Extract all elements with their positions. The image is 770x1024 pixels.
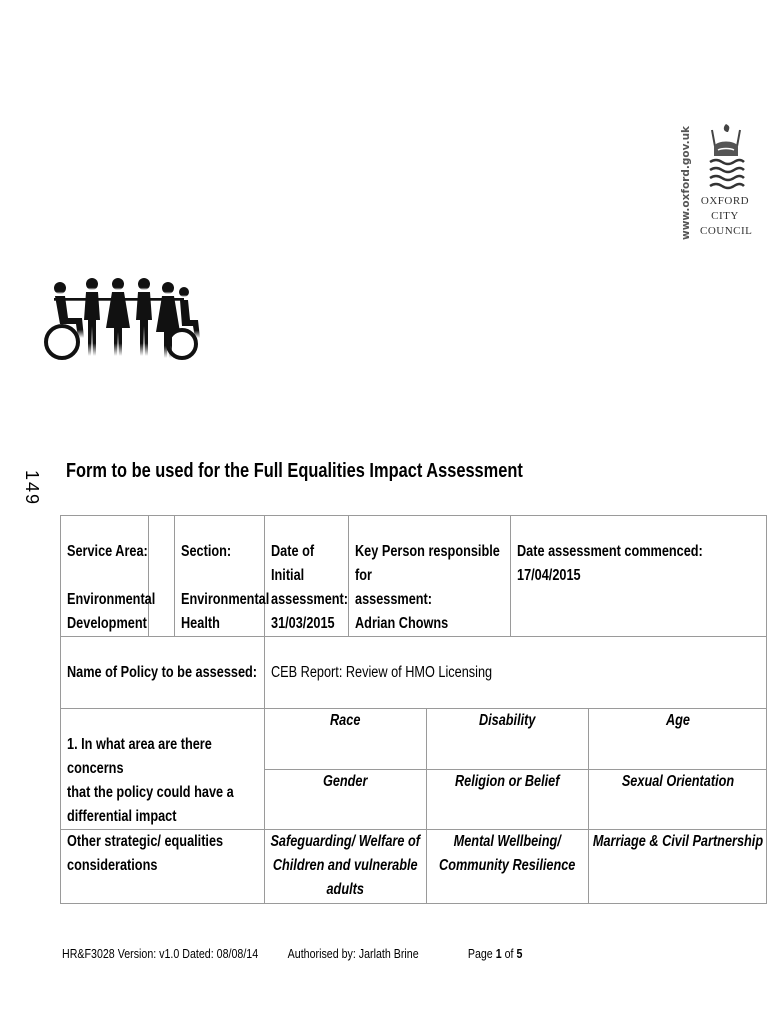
service-area: Service Area: Environmental Development	[67, 543, 156, 632]
doc-reference: HR&F3028 Version: v1.0 Dated: 08/08/14	[62, 946, 259, 961]
date-commenced-cell	[511, 516, 767, 637]
area-cell	[427, 709, 589, 770]
page-mid: of	[501, 946, 517, 961]
area-cell	[589, 709, 767, 770]
area-safeguarding: Safeguarding/ Welfare of Children and vulnerable adults	[270, 833, 421, 898]
policy-value: CEB Report: Review of HMO Licensing	[271, 664, 493, 681]
other-considerations: Other strategic/ equalities considerations	[67, 833, 224, 874]
area-mental-wellbeing: Mental Wellbeing/ Community Resilience	[439, 833, 576, 874]
area-age: Age	[665, 712, 690, 729]
area-cell	[427, 769, 589, 830]
policy-row	[61, 637, 767, 709]
page-current: 1	[495, 946, 502, 961]
area-cell	[265, 709, 427, 770]
section: Section: Environmental Health	[181, 543, 270, 632]
form-title: Form to be used for the Full Equalities Impact Assessment	[66, 460, 523, 482]
logo-line-2: CITY	[711, 210, 739, 222]
page-footer	[62, 946, 522, 961]
section-cell	[175, 516, 270, 637]
area-gender: Gender	[323, 772, 368, 790]
page-indicator	[468, 946, 523, 961]
header-row	[61, 516, 767, 637]
policy-label-cell	[61, 637, 265, 709]
other-cell	[61, 830, 265, 904]
concerns-row-1	[61, 709, 767, 770]
service-area-cell	[61, 516, 156, 637]
page-prefix: Page	[467, 946, 496, 961]
key-person: Key Person responsible for assessment: Adrian Chowns	[355, 543, 500, 632]
page-total: 5	[516, 946, 523, 961]
logo-line-1: OXFORD	[700, 195, 750, 207]
logo-url: www.oxford.gov.uk	[680, 125, 692, 240]
logo-text	[700, 194, 753, 239]
area-religion: Religion or Belief	[455, 772, 560, 790]
date-commenced: Date assessment commenced: 17/04/2015	[517, 543, 703, 584]
area-cell	[265, 769, 427, 830]
area-cell	[427, 830, 589, 904]
area-cell	[265, 830, 427, 904]
area-sexual-orientation: Sexual Orientation	[621, 772, 734, 790]
area-cell	[589, 830, 767, 904]
area-cell	[589, 769, 767, 830]
key-person-cell	[349, 516, 511, 637]
policy-value-cell	[265, 637, 767, 709]
policy-label: Name of Policy to be assessed:	[67, 664, 258, 681]
empty-cell	[149, 516, 175, 637]
people-chain-icon	[40, 276, 200, 386]
question-cell	[61, 709, 265, 830]
logo-line-3: COUNCIL	[700, 225, 753, 237]
authorised-by: Authorised by: Jarlath Brine	[287, 946, 419, 961]
area-disability: Disability	[479, 712, 536, 729]
date-initial: Date of Initial assessment: 31/03/2015	[271, 543, 349, 632]
area-marriage: Marriage & Civil Partnership	[592, 833, 763, 850]
concerns-row-3	[61, 830, 767, 904]
council-logo	[680, 118, 753, 248]
ox-crest-icon	[704, 122, 748, 192]
page-number: 149	[22, 470, 42, 507]
assessment-table	[60, 515, 767, 904]
date-initial-cell	[265, 516, 349, 637]
concerns-question: 1. In what area are there concerns that the policy could have a differential impact	[67, 736, 234, 825]
area-race: Race	[330, 712, 361, 729]
